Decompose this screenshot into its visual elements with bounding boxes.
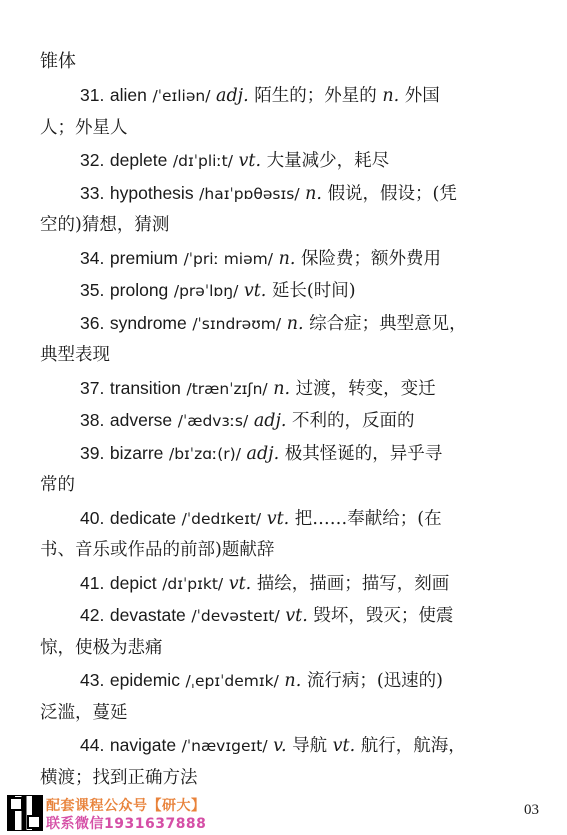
entry-number: 34. xyxy=(80,247,105,268)
entry-definition: 毁坏，毁灭；使震 xyxy=(313,606,454,626)
entry-definition: 导航 xyxy=(292,736,328,756)
entry-bizarre xyxy=(80,441,442,466)
entry-number: 41. xyxy=(80,572,105,593)
entry-word: transition xyxy=(109,377,181,398)
entry-number: 40. xyxy=(80,507,105,528)
entry-part-of-speech: n. xyxy=(305,183,322,204)
entry-part-of-speech: n. xyxy=(273,378,291,399)
entry-pronunciation: /ˈpriː miəm/ xyxy=(183,249,273,268)
entry-hypothesis xyxy=(80,181,457,206)
entry-pronunciation: /ˈeɪliən/ xyxy=(152,87,211,105)
entry-part-of-speech: n. xyxy=(278,248,296,269)
entry-part-of-speech-2: n. xyxy=(382,86,400,106)
entry-definition-2: 外国 xyxy=(404,86,440,106)
entry-deplete xyxy=(80,148,389,173)
entry-navigate xyxy=(80,733,466,758)
entry-devastate xyxy=(80,603,453,628)
entry-continuation: 常的 xyxy=(40,475,75,495)
watermark-line-1: 配套课程公众号【研大】 xyxy=(46,798,206,814)
entry-pronunciation: /haɪˈpɒθəsɪs/ xyxy=(199,184,300,203)
entry-pronunciation: /prəˈlɒŋ/ xyxy=(173,282,239,300)
entry-definition: 陌生的；外星的 xyxy=(254,86,377,106)
entry-word: premium xyxy=(109,247,178,268)
entry-premium xyxy=(80,246,441,271)
watermark-line-2: 联系微信1931637888 xyxy=(46,816,207,832)
qr-code-icon xyxy=(8,796,42,830)
entry-number: 35. xyxy=(80,280,105,300)
entry-prolong xyxy=(80,278,356,303)
entry-part-of-speech: vt. xyxy=(238,151,262,171)
entry-pronunciation: /ˈdedɪkeɪt/ xyxy=(181,509,262,528)
entry-word: navigate xyxy=(109,735,177,755)
entry-definition: 把……奉献给；(在 xyxy=(294,508,442,529)
entry-continuation: 人；外星人 xyxy=(40,117,128,138)
entry-number: 37. xyxy=(80,377,105,398)
entry-number: 31. xyxy=(80,85,105,105)
entry-dedicate xyxy=(80,506,442,531)
entry-number: 42. xyxy=(80,605,105,625)
entry-part-of-speech: adj. xyxy=(216,86,249,106)
entry-part-of-speech: vt. xyxy=(243,281,267,301)
entry-number: 32. xyxy=(80,150,105,170)
entry-definition: 过渡，转变，变迁 xyxy=(295,378,436,399)
entry-pronunciation: /ˈsɪndrəʊm/ xyxy=(192,314,282,333)
entry-epidemic xyxy=(80,668,443,693)
entry-word: epidemic xyxy=(109,670,180,690)
entry-part-of-speech: adj. xyxy=(246,443,280,464)
entry-part-of-speech: vt. xyxy=(228,573,252,594)
entry-pronunciation: /ˈnævɪgeɪt/ xyxy=(181,737,268,755)
entry-pronunciation: /ˌepɪˈdemɪk/ xyxy=(185,672,279,690)
entry-part-of-speech-2: vt. xyxy=(332,736,356,756)
entry-part-of-speech: n. xyxy=(286,313,304,334)
entry-definition: 描绘，描画；描写，刻画 xyxy=(256,573,450,594)
entry-part-of-speech: n. xyxy=(284,671,302,691)
entry-word: hypothesis xyxy=(109,182,194,203)
entry-adverse xyxy=(80,408,415,433)
entry-word: adverse xyxy=(109,410,173,430)
entry-part-of-speech: adj. xyxy=(253,411,287,431)
entry-definition: 假说，假设；(凭 xyxy=(327,183,457,204)
entry-pronunciation: /dɪˈpliːt/ xyxy=(172,152,233,170)
entry-part-of-speech: vt. xyxy=(266,508,290,529)
entry-number: 33. xyxy=(80,182,105,203)
entry-pronunciation: /dɪˈpɪkt/ xyxy=(162,574,224,593)
entry-definition: 大量减少，耗尽 xyxy=(266,151,390,171)
entry-continuation: 典型表现 xyxy=(40,345,110,365)
page-number: 03 xyxy=(524,802,539,818)
entry-continuation: 横渡；找到正确方法 xyxy=(40,767,198,788)
page-heading: 锥体 xyxy=(40,51,76,72)
entry-word: alien xyxy=(109,85,147,105)
entry-transition xyxy=(80,376,436,401)
entry-word: syndrome xyxy=(109,312,187,333)
entry-part-of-speech: v. xyxy=(273,736,287,756)
entry-number: 44. xyxy=(80,735,105,755)
entry-pronunciation: /ˈædvɜːs/ xyxy=(177,412,249,430)
entry-continuation: 泛滥，蔓延 xyxy=(40,702,128,723)
entry-pronunciation: /bɪˈzɑː(r)/ xyxy=(168,444,241,463)
entry-word: prolong xyxy=(109,280,169,300)
entry-pronunciation: /trænˈzɪʃn/ xyxy=(186,379,268,398)
entry-continuation: 书、音乐或作品的前部)题献辞 xyxy=(40,540,275,560)
entry-depict xyxy=(80,571,449,596)
entry-definition: 保险费；额外费用 xyxy=(300,248,441,269)
entry-word: devastate xyxy=(109,605,186,625)
entry-definition-2: 航行，航海， xyxy=(360,736,466,756)
entry-continuation: 惊，使极为悲痛 xyxy=(40,637,163,658)
entry-number: 39. xyxy=(80,442,105,463)
entry-definition: 极其怪诞的，异乎寻 xyxy=(284,443,443,464)
entry-syndrome xyxy=(80,311,467,336)
entry-part-of-speech: vt. xyxy=(285,606,308,626)
entry-word: dedicate xyxy=(109,507,177,528)
entry-alien xyxy=(80,83,440,108)
entry-definition: 延长(时间) xyxy=(271,281,356,301)
entry-continuation: 空的)猜想，猜测 xyxy=(40,215,170,235)
entry-pronunciation: /ˈdevəsteɪt/ xyxy=(191,607,280,625)
entry-word: deplete xyxy=(109,150,168,170)
entry-word: depict xyxy=(109,572,157,593)
entry-definition: 综合症；典型意见， xyxy=(309,313,467,334)
entry-number: 36. xyxy=(80,312,105,333)
entry-word: bizarre xyxy=(109,442,164,463)
entry-number: 38. xyxy=(80,410,105,430)
entry-number: 43. xyxy=(80,670,105,690)
entry-definition: 不利的，反面的 xyxy=(292,411,415,431)
entry-definition: 流行病；(迅速的) xyxy=(306,671,443,691)
